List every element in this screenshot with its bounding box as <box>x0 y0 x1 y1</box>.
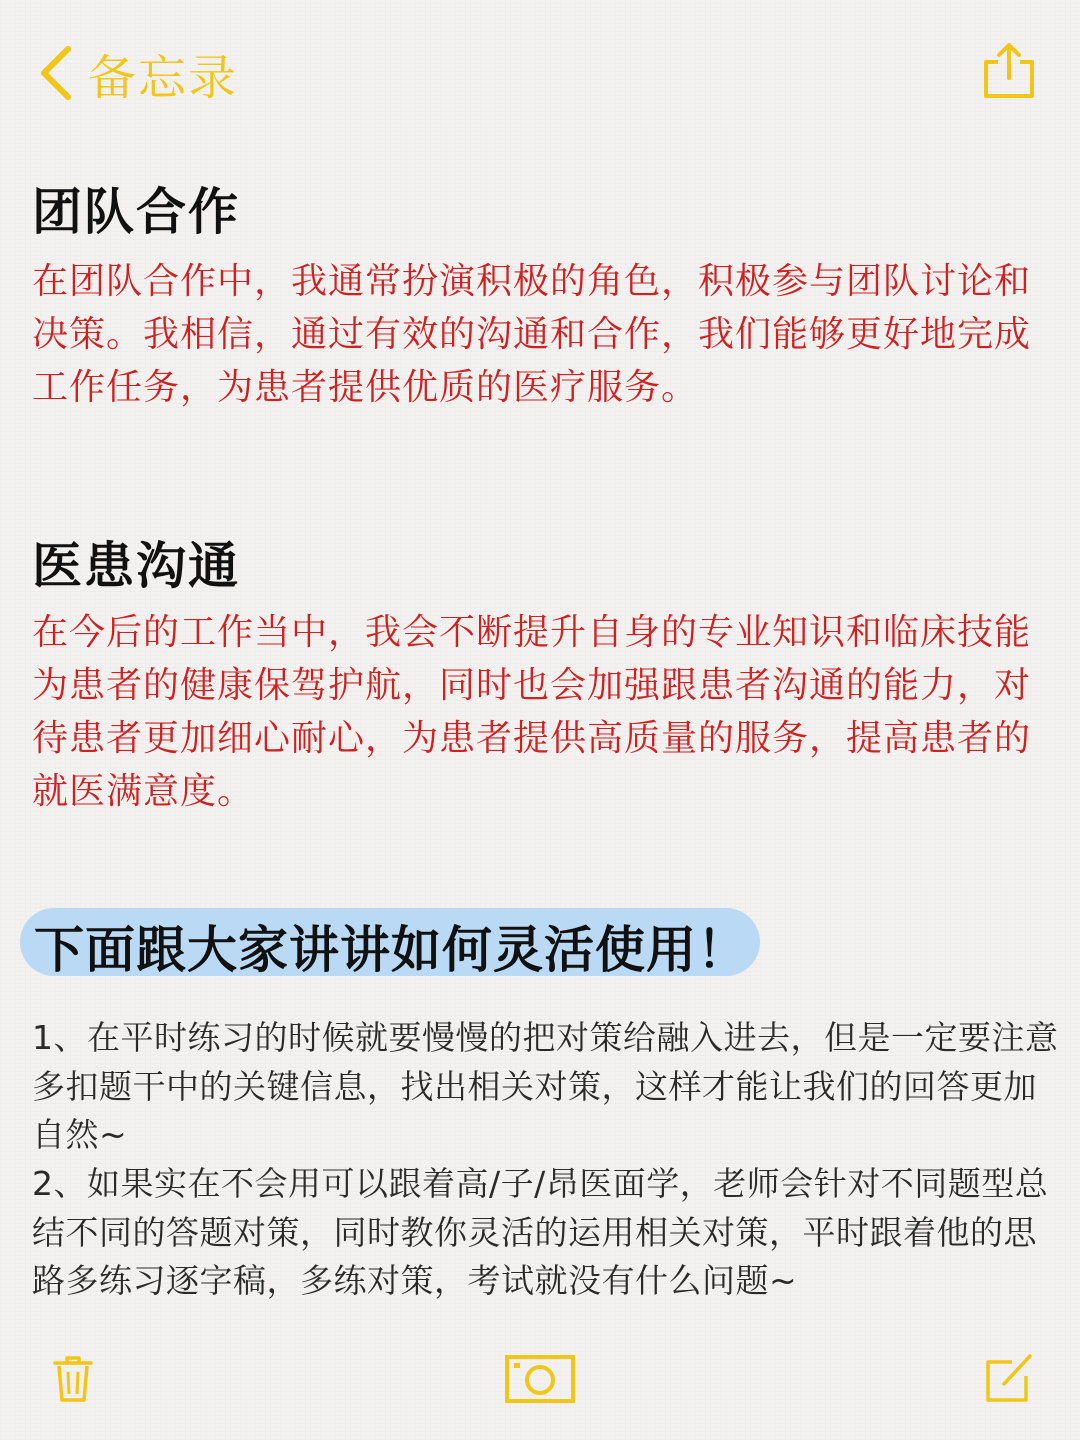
highlight-banner <box>20 906 760 978</box>
trash-icon[interactable] <box>52 1354 94 1404</box>
section-heading-teamwork: 团队合作 <box>32 183 240 241</box>
back-label: 备忘录 <box>88 49 239 106</box>
bottom-toolbar <box>0 1340 1080 1420</box>
tip-item-1: 1、在平时练习的时候就要慢慢的把对策给融入进去，但是一定要注意多扣题干中的关键信息，找出相关对策，这样才能让我们的回答更加自然~ <box>32 1018 1059 1154</box>
section-body-teamwork: 在团队合作中，我通常扮演积极的角色，积极参与团队讨论和决策。我相信，通过有效的沟通和合作，我们能够更好地完成工作任务，为患者提供优质的医疗服务。 <box>32 261 1032 408</box>
share-icon[interactable] <box>980 40 1038 102</box>
highlight-text: 下面跟大家讲讲如何灵活使用！ <box>34 921 748 979</box>
chevron-left-icon <box>36 44 76 102</box>
back-button[interactable] <box>36 38 238 108</box>
section-heading-communication: 医患沟通 <box>32 537 240 595</box>
camera-icon[interactable] <box>504 1354 576 1404</box>
compose-icon[interactable] <box>984 1352 1034 1404</box>
section-body-communication: 在今后的工作当中，我会不断提升自身的专业知识和临床技能为患者的健康保驾护航，同时也会加强跟患者沟通的能力，对待患者更加细心耐心，为患者提供高质量的服务，提高患者的就医满意度。 <box>32 612 1032 812</box>
tip-item-2: 2、如果实在不会用可以跟着高/子/昂医面学，老师会针对不同题型总结不同的答题对策，同时教你灵活的运用相关对策，平时跟着他的思路多练习逐字稿，多练对策，考试就没有什么问题~ <box>32 1164 1049 1300</box>
top-nav-bar <box>0 0 1080 150</box>
